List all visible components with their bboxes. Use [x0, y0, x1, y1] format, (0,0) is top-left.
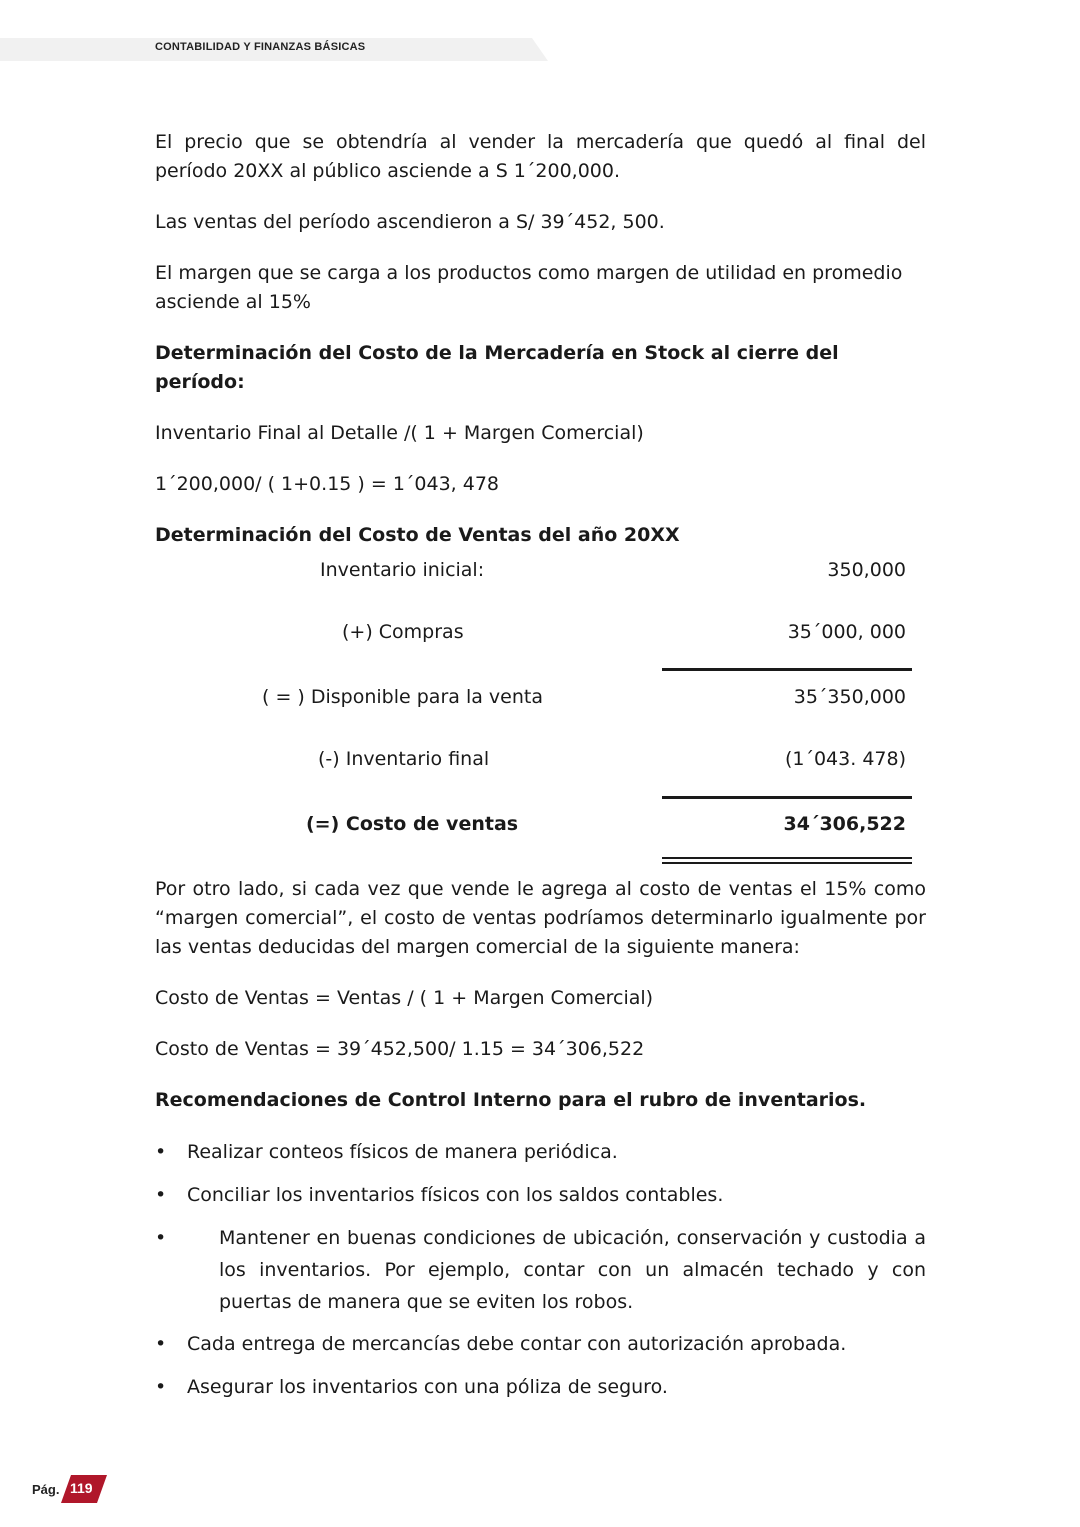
list-item: • Asegurar los inventarios con una póliza de seguro.	[155, 1371, 926, 1403]
body-text-continued	[155, 875, 926, 1115]
bullet-icon: •	[155, 1227, 167, 1249]
list-item: • Mantener en buenas condiciones de ubicación, conservación y custodia a los inventarios. Por ejemplo, contar con un almacén techado y con puertas de manera que se eviten los robos.	[155, 1222, 926, 1318]
calculation-cost-of-sales: Costo de Ventas = 39´452,500/ 1.15 = 34´306,522	[155, 1038, 645, 1060]
table-row-total	[0, 810, 1080, 835]
double-rule-bottom	[662, 862, 912, 864]
heading-internal-control: Recomendaciones de Control Interno para el rubro de inventarios.	[155, 1089, 867, 1111]
row-label: (+) Compras	[342, 621, 464, 643]
formula-cost-of-sales: Costo de Ventas = Ventas / ( 1 + Margen Comercial)	[155, 987, 654, 1009]
row-value: 35´000, 000	[787, 621, 906, 643]
body-text	[155, 128, 926, 550]
page-label: Pág.	[32, 1482, 60, 1497]
table-row	[0, 556, 1080, 581]
running-header-title: CONTABILIDAD Y FINANZAS BÁSICAS	[155, 41, 366, 53]
row-value: 35´350,000	[793, 686, 906, 708]
row-value: (1´043. 478)	[784, 748, 906, 770]
row-label: Inventario inicial:	[320, 559, 485, 581]
heading-cost-of-sales: Determinación del Costo de Ventas del año 20XX	[155, 524, 680, 546]
list-item: • Realizar conteos físicos de manera periódica.	[155, 1136, 926, 1168]
bullet-icon: •	[155, 1333, 167, 1355]
page-number: 119	[70, 1480, 93, 1496]
paragraph-sales: Las ventas del período ascendieron a S/ 39´452, 500.	[155, 211, 665, 233]
bullet-icon: •	[155, 1141, 167, 1163]
total-rule	[662, 796, 912, 799]
heading-stock-cost: Determinación del Costo de la Mercadería en Stock al cierre del período:	[155, 342, 839, 393]
table-row	[0, 745, 1080, 770]
recommendations-list	[155, 1136, 926, 1403]
table-row	[0, 683, 1080, 708]
row-value: 34´306,522	[783, 813, 906, 835]
paragraph-margin: El margen que se carga a los productos como margen de utilidad en promedio asciende al 15%	[155, 262, 903, 313]
double-rule-top	[662, 857, 912, 859]
formula-final-inventory: Inventario Final al Detalle /( 1 + Margen Comercial)	[155, 422, 644, 444]
bullet-icon: •	[155, 1376, 167, 1398]
row-label: (-) Inventario final	[318, 748, 490, 770]
paragraph-alternative-method: Por otro lado, si cada vez que vende le agrega al costo de ventas el 15% como “margen comercial”, el costo de ventas podríamos determinarlo igualmente por las ventas deducidas del margen comercial de la siguiente manera:	[155, 878, 926, 958]
subtotal-rule	[662, 668, 912, 671]
paragraph-sale-price: El precio que se obtendría al vender la mercadería que quedó al final del período 20XX al público asciende a S 1´200,000.	[155, 131, 926, 182]
calculation-final-inventory: 1´200,000/ ( 1+0.15 ) = 1´043, 478	[155, 473, 500, 495]
row-label: (=) Costo de ventas	[306, 813, 519, 835]
row-value: 350,000	[827, 559, 906, 581]
table-row	[0, 618, 1080, 643]
bullet-icon: •	[155, 1184, 167, 1206]
list-item: • Cada entrega de mercancías debe contar con autorización aprobada.	[155, 1328, 926, 1360]
list-item: • Conciliar los inventarios físicos con los saldos contables.	[155, 1179, 926, 1211]
row-label: ( = ) Disponible para la venta	[262, 686, 543, 708]
